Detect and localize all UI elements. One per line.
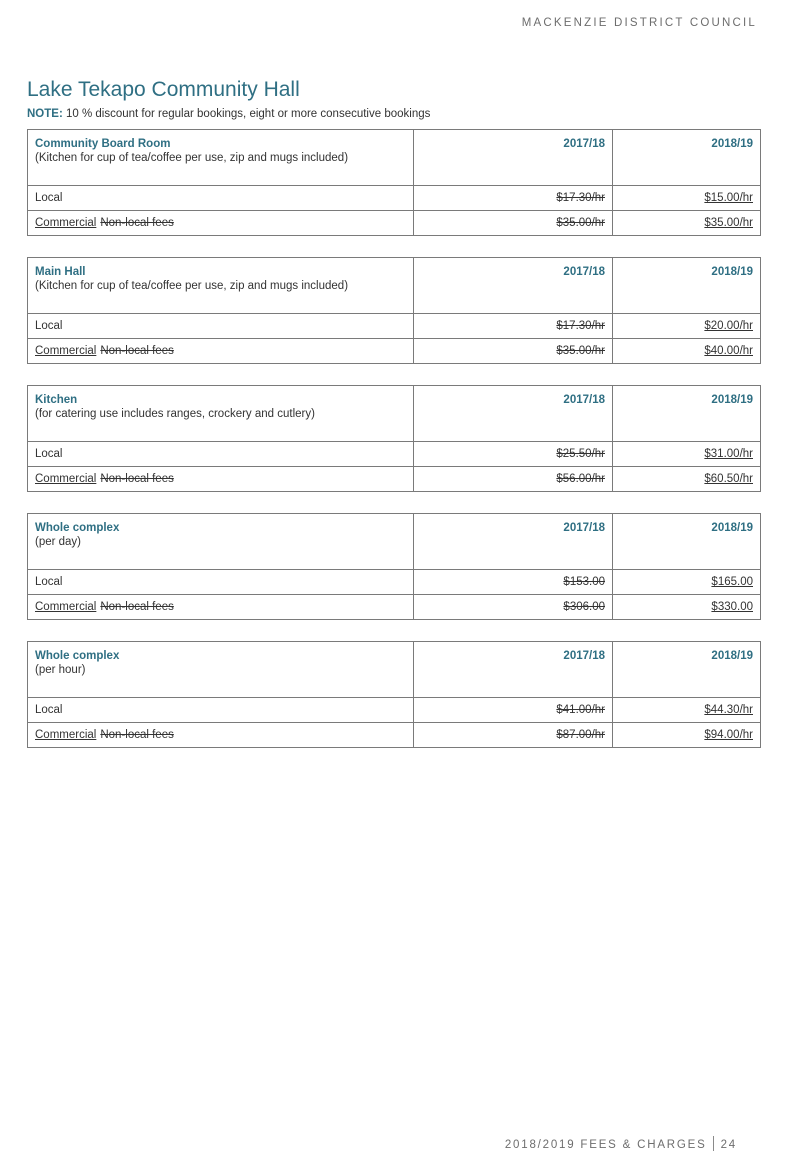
row-label: Local — [28, 186, 414, 211]
old-fee: $17.30/hr — [556, 320, 605, 332]
table-row-commercial — [28, 339, 761, 364]
struck-label: Non-local fees — [100, 601, 174, 613]
section-heading-cell — [28, 130, 414, 186]
table-row-commercial — [28, 211, 761, 236]
table-row-local — [28, 442, 761, 467]
section-heading-cell — [28, 386, 414, 442]
note-text: 10 % discount for regular bookings, eight or more consecutive bookings — [65, 108, 431, 120]
struck-label: Non-local fees — [100, 217, 174, 229]
discount-note — [27, 108, 430, 120]
table-row-commercial — [28, 467, 761, 492]
old-fee: $35.00/hr — [556, 217, 605, 229]
row-label-cell — [28, 595, 414, 620]
section-subtitle: (per day) — [35, 536, 82, 548]
section-title: Whole complex — [35, 522, 120, 534]
row-label: Local — [28, 570, 414, 595]
new-fee: $40.00/hr — [704, 345, 753, 357]
fee-table-community-board-room — [27, 129, 761, 236]
year-2018-header: 2018/19 — [613, 642, 761, 698]
struck-label: Non-local fees — [100, 729, 174, 741]
table-header-row — [28, 514, 761, 570]
year-2017-header: 2017/18 — [414, 386, 613, 442]
table-header-row — [28, 386, 761, 442]
table-header-row — [28, 258, 761, 314]
row-label: Local — [28, 442, 414, 467]
section-title: Kitchen — [35, 394, 78, 406]
table-row-local — [28, 698, 761, 723]
section-heading-cell — [28, 642, 414, 698]
table-row-local — [28, 314, 761, 339]
row-label-cell — [28, 467, 414, 492]
year-2017-header: 2017/18 — [414, 514, 613, 570]
old-fee: $56.00/hr — [556, 473, 605, 485]
section-title: Whole complex — [35, 650, 120, 662]
row-label: Commercial — [35, 601, 97, 613]
fee-table-main-hall — [27, 257, 761, 364]
year-2018-header: 2018/19 — [613, 514, 761, 570]
old-fee: $41.00/hr — [556, 704, 605, 716]
struck-label: Non-local fees — [100, 473, 174, 485]
table-row-commercial — [28, 723, 761, 748]
section-subtitle: (Kitchen for cup of tea/coffee per use, zip and mugs included) — [35, 152, 349, 164]
page-number: 24 — [720, 1139, 737, 1151]
new-fee: $44.30/hr — [704, 704, 753, 716]
fee-table-whole-complex-hour — [27, 641, 761, 748]
row-label-cell — [28, 723, 414, 748]
row-label: Commercial — [35, 217, 97, 229]
old-fee: $87.00/hr — [556, 729, 605, 741]
table-header-row — [28, 130, 761, 186]
row-label: Local — [28, 314, 414, 339]
year-2017-header: 2017/18 — [414, 130, 613, 186]
table-row-commercial — [28, 595, 761, 620]
table-header-row — [28, 642, 761, 698]
page-title: Lake Tekapo Community Hall — [27, 78, 300, 101]
new-fee: $15.00/hr — [704, 192, 753, 204]
row-label-cell — [28, 211, 414, 236]
new-fee: $60.50/hr — [704, 473, 753, 485]
year-2017-header: 2017/18 — [414, 642, 613, 698]
old-fee: $153.00 — [563, 576, 605, 588]
old-fee: $35.00/hr — [556, 345, 605, 357]
header-org-name: MACKENZIE DISTRICT COUNCIL — [521, 17, 757, 29]
struck-label: Non-local fees — [100, 345, 174, 357]
section-title: Main Hall — [35, 266, 86, 278]
table-row-local — [28, 186, 761, 211]
footer-text: 2018/2019 FEES & CHARGES — [504, 1139, 707, 1151]
fee-table-whole-complex-day — [27, 513, 761, 620]
section-title: Community Board Room — [35, 138, 171, 150]
section-subtitle: (per hour) — [35, 664, 86, 676]
section-heading-cell — [28, 258, 414, 314]
year-2017-header: 2017/18 — [414, 258, 613, 314]
old-fee: $25.50/hr — [556, 448, 605, 460]
fee-table-kitchen — [27, 385, 761, 492]
table-row-local — [28, 570, 761, 595]
year-2018-header: 2018/19 — [613, 386, 761, 442]
old-fee: $17.30/hr — [556, 192, 605, 204]
year-2018-header: 2018/19 — [613, 130, 761, 186]
section-subtitle: (Kitchen for cup of tea/coffee per use, zip and mugs included) — [35, 280, 349, 292]
page-footer — [505, 1136, 737, 1151]
year-2018-header: 2018/19 — [613, 258, 761, 314]
new-fee: $35.00/hr — [704, 217, 753, 229]
new-fee: $20.00/hr — [704, 320, 753, 332]
row-label: Commercial — [35, 345, 97, 357]
section-subtitle: (for catering use includes ranges, crockery and cutlery) — [35, 408, 315, 420]
new-fee: $31.00/hr — [704, 448, 753, 460]
note-label: NOTE: — [27, 108, 63, 120]
new-fee: $165.00 — [711, 576, 753, 588]
footer-divider — [713, 1136, 714, 1151]
section-heading-cell — [28, 514, 414, 570]
row-label: Commercial — [35, 473, 97, 485]
row-label: Commercial — [35, 729, 97, 741]
row-label: Local — [28, 698, 414, 723]
new-fee: $94.00/hr — [704, 729, 753, 741]
old-fee: $306.00 — [563, 601, 605, 613]
new-fee: $330.00 — [711, 601, 753, 613]
row-label-cell — [28, 339, 414, 364]
